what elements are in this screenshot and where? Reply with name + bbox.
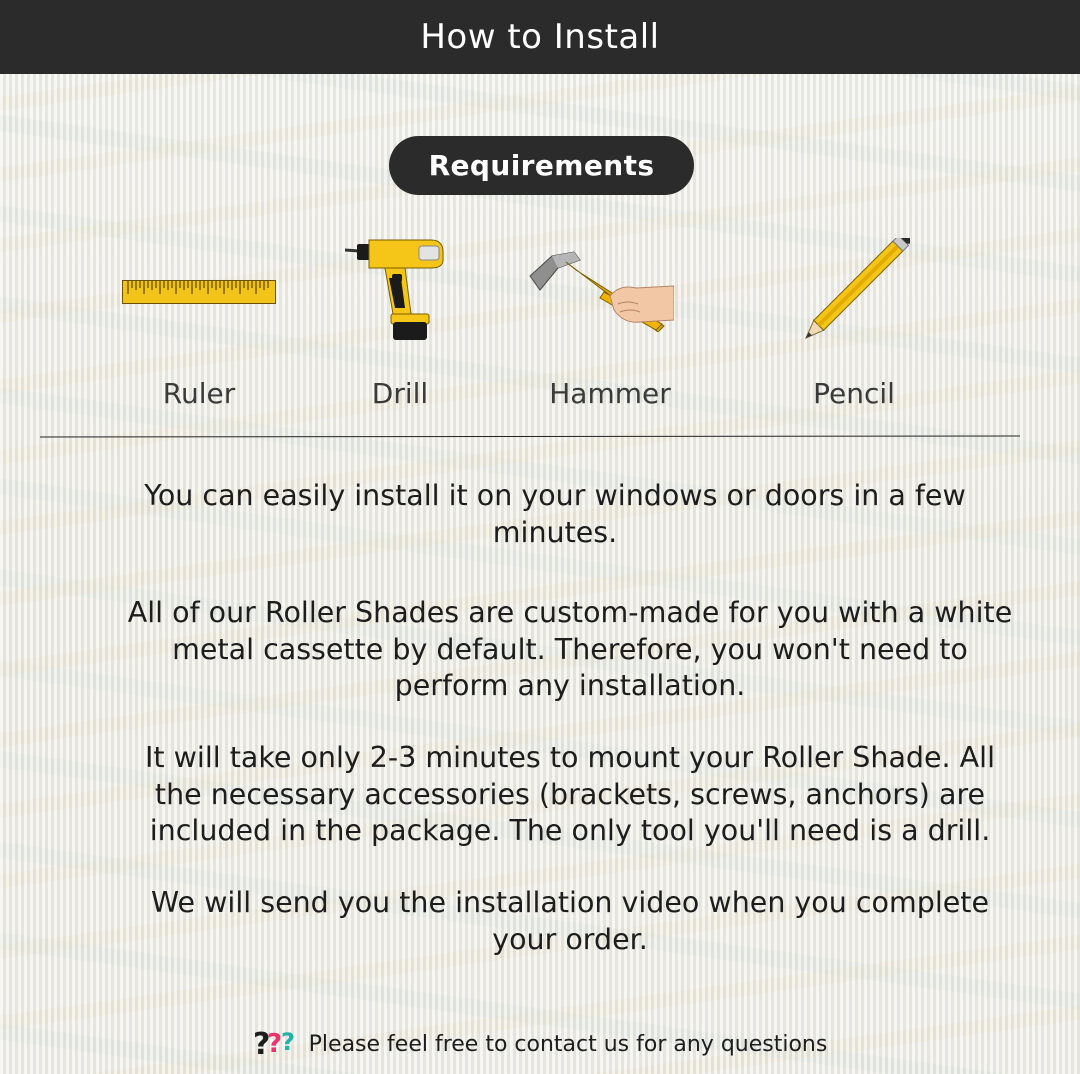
divider-line [40, 435, 1020, 437]
ruler-icon [122, 280, 276, 304]
tool-label-hammer: Hammer [549, 377, 671, 410]
paragraph-video: We will send you the installation video when you complete your order. [151, 886, 989, 956]
svg-text:?: ? [266, 1029, 282, 1059]
svg-text:?: ? [280, 1028, 295, 1056]
paragraph-mounting: It will take only 2-3 minutes to mount your Roller Shade. All the necessary accessories (brackets, screws, anchors) are included in the package. The only tool you'll need is a drill. [144, 741, 996, 847]
hammer-icon [528, 248, 674, 332]
footer-text: Please feel free to contact us for any questions [308, 1031, 828, 1057]
tool-label-ruler: Ruler [162, 377, 236, 410]
svg-text:?: ? [252, 1027, 271, 1062]
requirements-heading: Requirements [389, 136, 694, 195]
paragraph-intro: You can easily install it on your windows or doors in a few minutes. [144, 479, 966, 549]
header-bar [0, 0, 1080, 74]
page-title: How to Install [420, 17, 660, 57]
question-marks-icon [253, 1026, 301, 1062]
pencil-icon [800, 238, 910, 344]
footer-contact [0, 1024, 1080, 1064]
tool-label-drill: Drill [371, 377, 429, 410]
tool-label-pencil: Pencil [813, 377, 895, 410]
drill-icon [345, 236, 445, 342]
paragraph-custom-made: All of our Roller Shades are custom-made for you with a white metal cassette by default. Therefore, you won't need to perform any installation. [127, 596, 1013, 702]
